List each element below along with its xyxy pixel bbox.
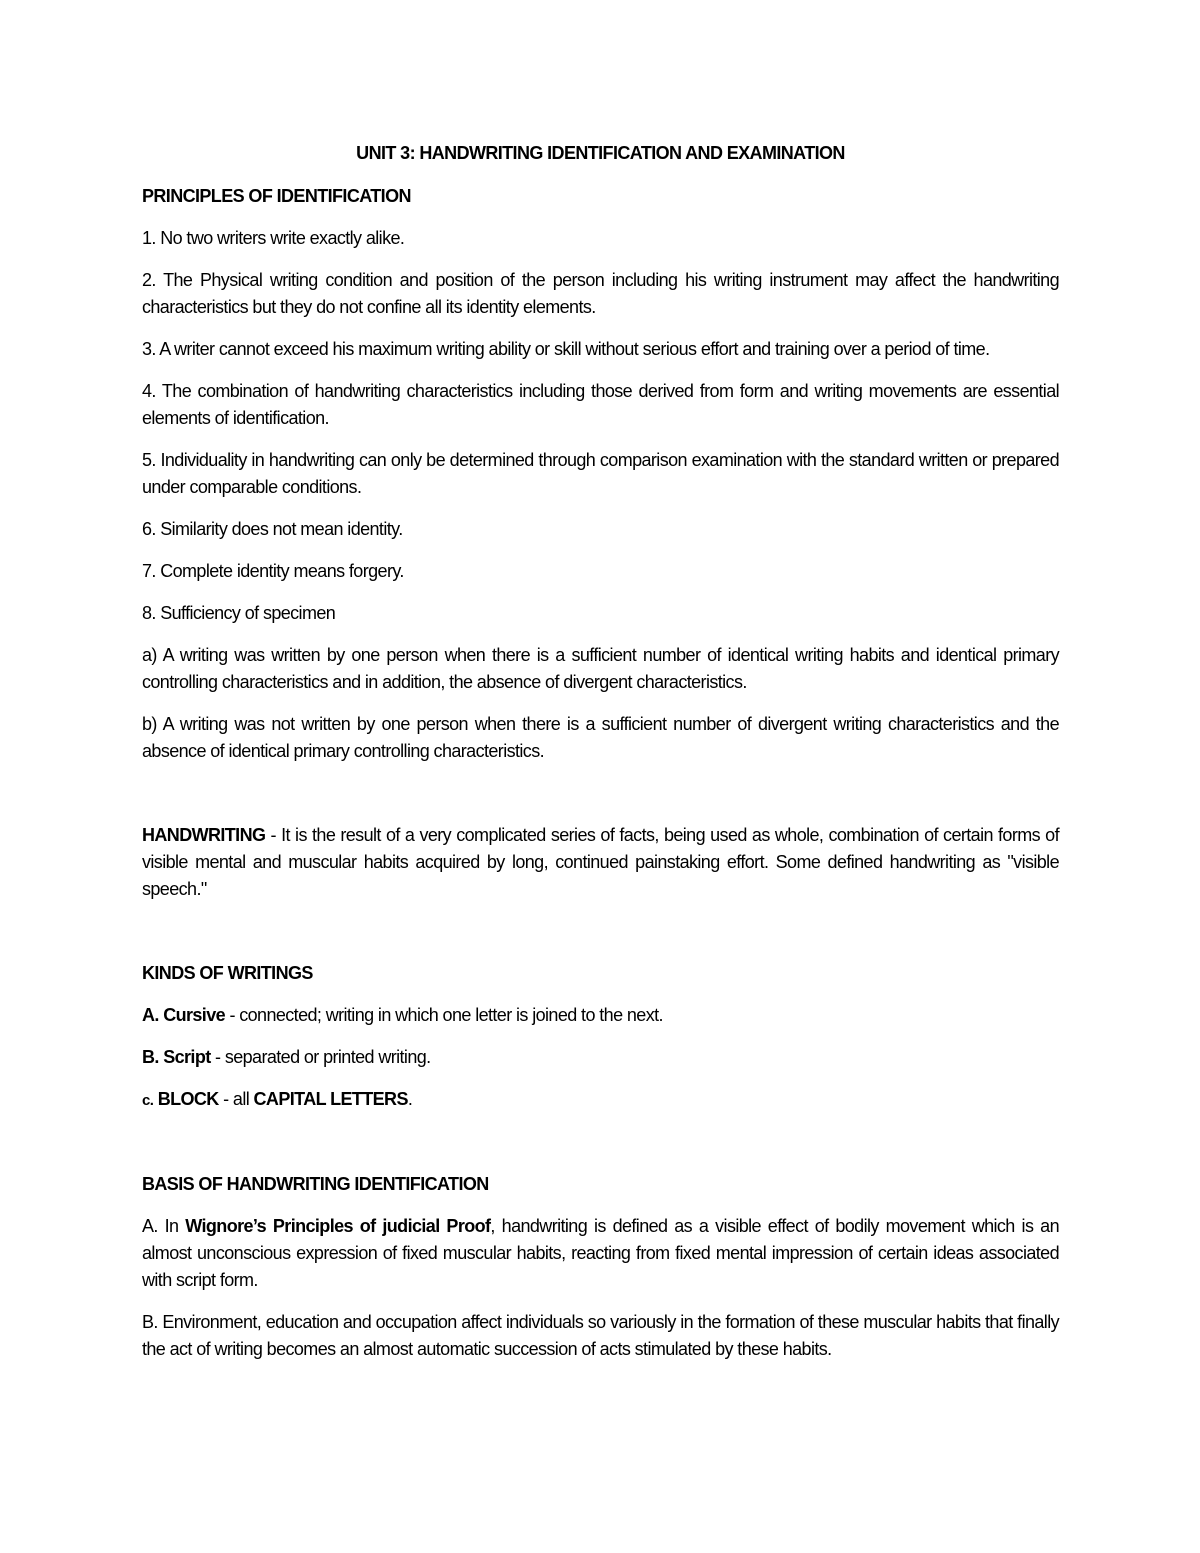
principle-item: 5. Individuality in handwriting can only be determined through comparison examination with the standard written or prepared under comparable conditions. <box>142 450 1059 497</box>
basis-heading: BASIS OF HANDWRITING IDENTIFICATION <box>142 1174 489 1194</box>
kind-block-mid: - all <box>218 1089 254 1109</box>
basis-item-b: B. Environment, education and occupation affect individuals so variously in the formation of these muscular habits that finally the act of writing becomes an almost automatic succession of acts stimulated by these habits. <box>142 1312 1059 1359</box>
principle-subitem: b) A writing was not written by one person when there is a sufficient number of divergent writing characteristics and the absence of identical primary controlling characteristics. <box>142 714 1059 761</box>
kind-script <box>142 1044 1059 1071</box>
kind-block-prefix: c. <box>142 1092 154 1109</box>
basis-a-start: A. In <box>142 1216 186 1236</box>
principle-subitem: a) A writing was written by one person when there is a sufficient number of identical writing habits and identical primary controlling characteristics and in addition, the absence of divergent characteristics. <box>142 645 1059 692</box>
handwriting-definition-text: - It is the result of a very complicated series of facts, being used as whole, combination of certain forms of visible mental and muscular habits acquired by long, continued painstaking effort. Some defined handwriting as "visible speech." <box>142 825 1059 899</box>
kind-cursive-term: A. Cursive <box>142 1005 226 1025</box>
basis-item-a <box>142 1213 1059 1294</box>
principle-item: 6. Similarity does not mean identity. <box>142 519 403 539</box>
kind-cursive <box>142 1002 1059 1029</box>
principles-heading: PRINCIPLES OF IDENTIFICATION <box>142 186 411 206</box>
kind-block-term2: CAPITAL LETTERS <box>253 1089 408 1109</box>
kind-script-def: - separated or printed writing. <box>210 1047 431 1067</box>
basis-a-rest: , handwriting is defined as a visible effect of bodily movement which is an almost unconscious expression of fixed muscular habits, reacting from fixed mental impression of certain ideas associated with script form. <box>142 1216 1059 1290</box>
handwriting-definition <box>142 822 1059 903</box>
principle-item: 4. The combination of handwriting characteristics including those derived from form and writing movements are essential elements of identification. <box>142 381 1059 428</box>
kind-script-term: B. Script <box>142 1047 211 1067</box>
principle-item: 2. The Physical writing condition and position of the person including his writing instrument may affect the handwriting characteristics but they do not confine all its identity elements. <box>142 270 1059 317</box>
kinds-heading: KINDS OF WRITINGS <box>142 963 313 983</box>
kind-block <box>142 1086 1059 1114</box>
kind-block-end: . <box>407 1089 413 1109</box>
basis-a-term: Wignore’s Principles of judicial Proof <box>185 1216 491 1236</box>
principle-item: 8. Sufficiency of specimen <box>142 603 336 623</box>
document-title: UNIT 3: HANDWRITING IDENTIFICATION AND EXAMINATION <box>356 143 845 163</box>
principle-item: 7. Complete identity means forgery. <box>142 561 404 581</box>
document-page <box>142 140 1059 1378</box>
principle-item: 3. A writer cannot exceed his maximum writing ability or skill without serious effort and training over a period of time. <box>142 339 990 359</box>
kind-cursive-def: - connected; writing in which one letter is joined to the next. <box>225 1005 663 1025</box>
handwriting-term: HANDWRITING <box>142 825 266 845</box>
kind-block-term: BLOCK <box>153 1089 219 1109</box>
principle-item: 1. No two writers write exactly alike. <box>142 228 405 248</box>
